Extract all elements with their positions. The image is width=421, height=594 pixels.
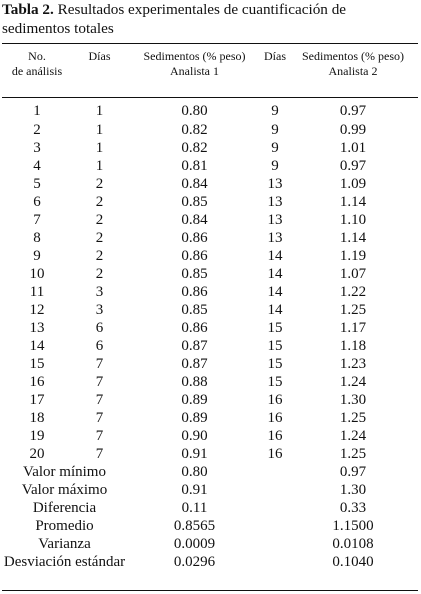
cell-sed-2: 1.23 <box>339 356 367 372</box>
stat-label: Diferencia <box>32 500 97 516</box>
stat-label: Varianza <box>38 536 91 552</box>
table-row <box>2 229 418 247</box>
cell-no: 15 <box>29 356 45 372</box>
bottom-rule <box>2 590 418 591</box>
cell-dias-2: 16 <box>267 392 283 408</box>
stat-label: Valor máximo <box>21 482 108 498</box>
cell-no: 5 <box>33 176 41 192</box>
cell-sed-2: 1.09 <box>339 176 367 192</box>
stat-value-1: 0.91 <box>181 482 208 498</box>
stats-row <box>2 553 418 571</box>
cell-no: 6 <box>33 194 41 210</box>
stat-value-2: 0.33 <box>339 500 367 516</box>
cell-sed-1: 0.82 <box>181 140 208 156</box>
cell-sed-1: 0.80 <box>181 103 208 119</box>
cell-dias-1: 2 <box>95 176 104 192</box>
cell-dias-1: 2 <box>95 266 104 282</box>
table-row <box>2 193 418 211</box>
cell-dias-2: 13 <box>267 230 283 246</box>
cell-dias-1: 7 <box>95 356 104 372</box>
cell-sed-1: 0.89 <box>181 410 208 426</box>
stat-label: Valor mínimo <box>23 464 106 480</box>
cell-sed-2: 1.25 <box>339 446 367 462</box>
cell-no: 10 <box>29 266 45 282</box>
results-table <box>2 49 418 571</box>
cell-sed-2: 1.10 <box>339 212 367 228</box>
cell-no: 2 <box>33 122 41 138</box>
cell-no: 14 <box>29 338 45 354</box>
cell-dias-2: 16 <box>267 410 283 426</box>
cell-dias-2: 9 <box>271 158 279 174</box>
cell-dias-1: 1 <box>95 103 104 119</box>
table-row <box>2 373 418 391</box>
cell-dias-2: 14 <box>267 248 283 264</box>
cell-dias-1: 1 <box>95 158 104 174</box>
table-row <box>2 95 418 121</box>
stats-row <box>2 481 418 499</box>
table-row <box>2 283 418 301</box>
caption-label: Tabla 2. <box>2 1 54 18</box>
stat-empty <box>262 535 288 553</box>
cell-dias-2: 13 <box>267 176 283 192</box>
cell-sed-2: 1.01 <box>339 140 367 156</box>
stats-row <box>2 535 418 553</box>
stats-row <box>2 463 418 481</box>
cell-dias-2: 16 <box>267 428 283 444</box>
stat-value-2: 0.0108 <box>332 536 374 552</box>
cell-no: 19 <box>29 428 45 444</box>
cell-sed-1: 0.85 <box>181 302 208 318</box>
cell-sed-2: 1.25 <box>339 410 367 426</box>
table-row <box>2 391 418 409</box>
cell-dias-1: 2 <box>95 212 104 228</box>
cell-dias-1: 6 <box>95 338 104 354</box>
cell-no: 16 <box>29 374 45 390</box>
table-row <box>2 301 418 319</box>
cell-sed-2: 1.24 <box>339 374 367 390</box>
cell-no: 8 <box>33 230 41 246</box>
stat-value-1: 0.11 <box>181 500 208 516</box>
stat-value-2: 1.1500 <box>332 518 374 534</box>
cell-sed-1: 0.84 <box>181 212 208 228</box>
table-row <box>2 265 418 283</box>
stat-value-1: 0.0296 <box>173 554 216 570</box>
cell-sed-2: 1.19 <box>339 248 367 264</box>
stat-value-2: 1.30 <box>339 482 367 498</box>
cell-dias-2: 13 <box>267 194 283 210</box>
cell-sed-1: 0.86 <box>181 230 208 246</box>
cell-dias-2: 9 <box>271 140 279 156</box>
stat-empty <box>262 481 288 499</box>
cell-dias-1: 1 <box>95 140 104 156</box>
table-row <box>2 337 418 355</box>
table-row <box>2 427 418 445</box>
header-sedimentos-1: Sedimentos (% peso) Analista 1 <box>143 49 246 78</box>
cell-no: 18 <box>29 410 45 426</box>
table-row <box>2 319 418 337</box>
cell-sed-1: 0.85 <box>181 266 208 282</box>
cell-sed-1: 0.90 <box>181 428 208 444</box>
cell-dias-1: 2 <box>95 230 104 246</box>
cell-dias-1: 3 <box>95 284 104 300</box>
stat-value-2: 0.1040 <box>332 554 374 570</box>
table-row <box>2 157 418 175</box>
cell-dias-2: 15 <box>267 356 283 372</box>
table-row <box>2 355 418 373</box>
cell-sed-2: 1.18 <box>339 338 367 354</box>
cell-dias-2: 15 <box>267 320 283 336</box>
table-row <box>2 175 418 193</box>
cell-sed-2: 1.24 <box>339 428 367 444</box>
cell-sed-2: 0.99 <box>339 122 367 138</box>
cell-dias-1: 2 <box>95 248 104 264</box>
cell-sed-1: 0.91 <box>181 446 208 462</box>
cell-sed-2: 0.97 <box>339 103 367 119</box>
cell-dias-1: 7 <box>95 410 104 426</box>
cell-sed-2: 1.25 <box>339 302 367 318</box>
cell-dias-1: 7 <box>95 446 104 462</box>
cell-no: 7 <box>33 212 41 228</box>
table-row <box>2 211 418 229</box>
cell-dias-2: 9 <box>271 122 279 138</box>
header-dias-2: Días <box>264 49 286 63</box>
cell-sed-1: 0.87 <box>181 356 208 372</box>
cell-no: 9 <box>33 248 41 264</box>
cell-dias-1: 3 <box>95 302 104 318</box>
cell-dias-1: 6 <box>95 320 104 336</box>
cell-dias-2: 15 <box>267 374 283 390</box>
cell-sed-1: 0.85 <box>181 194 208 210</box>
stat-empty <box>262 553 288 571</box>
cell-sed-2: 1.30 <box>339 392 367 408</box>
table-caption <box>2 0 418 38</box>
cell-sed-1: 0.86 <box>181 284 208 300</box>
cell-sed-2: 1.07 <box>339 266 367 282</box>
cell-no: 13 <box>29 320 45 336</box>
header-dias-1: Días <box>88 49 111 63</box>
header-sedimentos-2: Sedimentos (% peso) Analista 2 <box>302 49 404 78</box>
stats-row <box>2 499 418 517</box>
stat-value-1: 0.80 <box>181 464 208 480</box>
cell-sed-1: 0.86 <box>181 320 208 336</box>
cell-dias-2: 14 <box>267 266 283 282</box>
table-row <box>2 121 418 139</box>
cell-no: 20 <box>29 446 45 462</box>
cell-dias-2: 13 <box>267 212 283 228</box>
stat-empty <box>262 517 288 535</box>
header-row <box>2 49 418 95</box>
cell-dias-1: 2 <box>95 194 104 210</box>
stat-empty <box>262 499 288 517</box>
cell-dias-2: 15 <box>267 338 283 354</box>
stat-value-2: 0.97 <box>339 464 367 480</box>
top-rule <box>2 43 418 44</box>
cell-sed-1: 0.88 <box>181 374 208 390</box>
stat-empty <box>262 463 288 481</box>
stat-label: Desviación estándar <box>3 554 126 570</box>
cell-sed-2: 1.14 <box>339 194 367 210</box>
stats-row <box>2 517 418 535</box>
cell-dias-2: 14 <box>267 302 283 318</box>
cell-dias-1: 7 <box>95 428 104 444</box>
caption-text: Resultados experimentales de cuantificación de sedimentos totales <box>2 1 347 37</box>
cell-sed-1: 0.89 <box>181 392 208 408</box>
cell-dias-1: 7 <box>95 392 104 408</box>
cell-sed-1: 0.82 <box>181 122 208 138</box>
table-row <box>2 247 418 265</box>
cell-no: 11 <box>29 284 45 300</box>
cell-dias-2: 16 <box>267 446 283 462</box>
header-no-analisis: No. de análisis <box>11 49 63 78</box>
cell-sed-1: 0.87 <box>181 338 208 354</box>
table-row <box>2 139 418 157</box>
cell-no: 3 <box>33 140 41 156</box>
cell-sed-2: 0.97 <box>339 158 367 174</box>
cell-no: 1 <box>33 103 41 119</box>
cell-dias-1: 7 <box>95 374 104 390</box>
cell-no: 4 <box>33 158 41 174</box>
table-row <box>2 445 418 463</box>
cell-dias-2: 14 <box>267 284 283 300</box>
stat-label: Promedio <box>35 518 94 534</box>
cell-sed-2: 1.22 <box>339 284 367 300</box>
cell-no: 17 <box>29 392 45 408</box>
cell-no: 12 <box>29 302 45 318</box>
cell-sed-1: 0.81 <box>181 158 208 174</box>
cell-sed-2: 1.14 <box>339 230 367 246</box>
table-row <box>2 409 418 427</box>
cell-sed-2: 1.17 <box>339 320 367 336</box>
cell-dias-2: 9 <box>271 103 279 119</box>
stat-value-1: 0.0009 <box>173 536 216 552</box>
cell-dias-1: 1 <box>95 122 104 138</box>
stat-value-1: 0.8565 <box>173 518 216 534</box>
cell-sed-1: 0.84 <box>181 176 208 192</box>
cell-sed-1: 0.86 <box>181 248 208 264</box>
